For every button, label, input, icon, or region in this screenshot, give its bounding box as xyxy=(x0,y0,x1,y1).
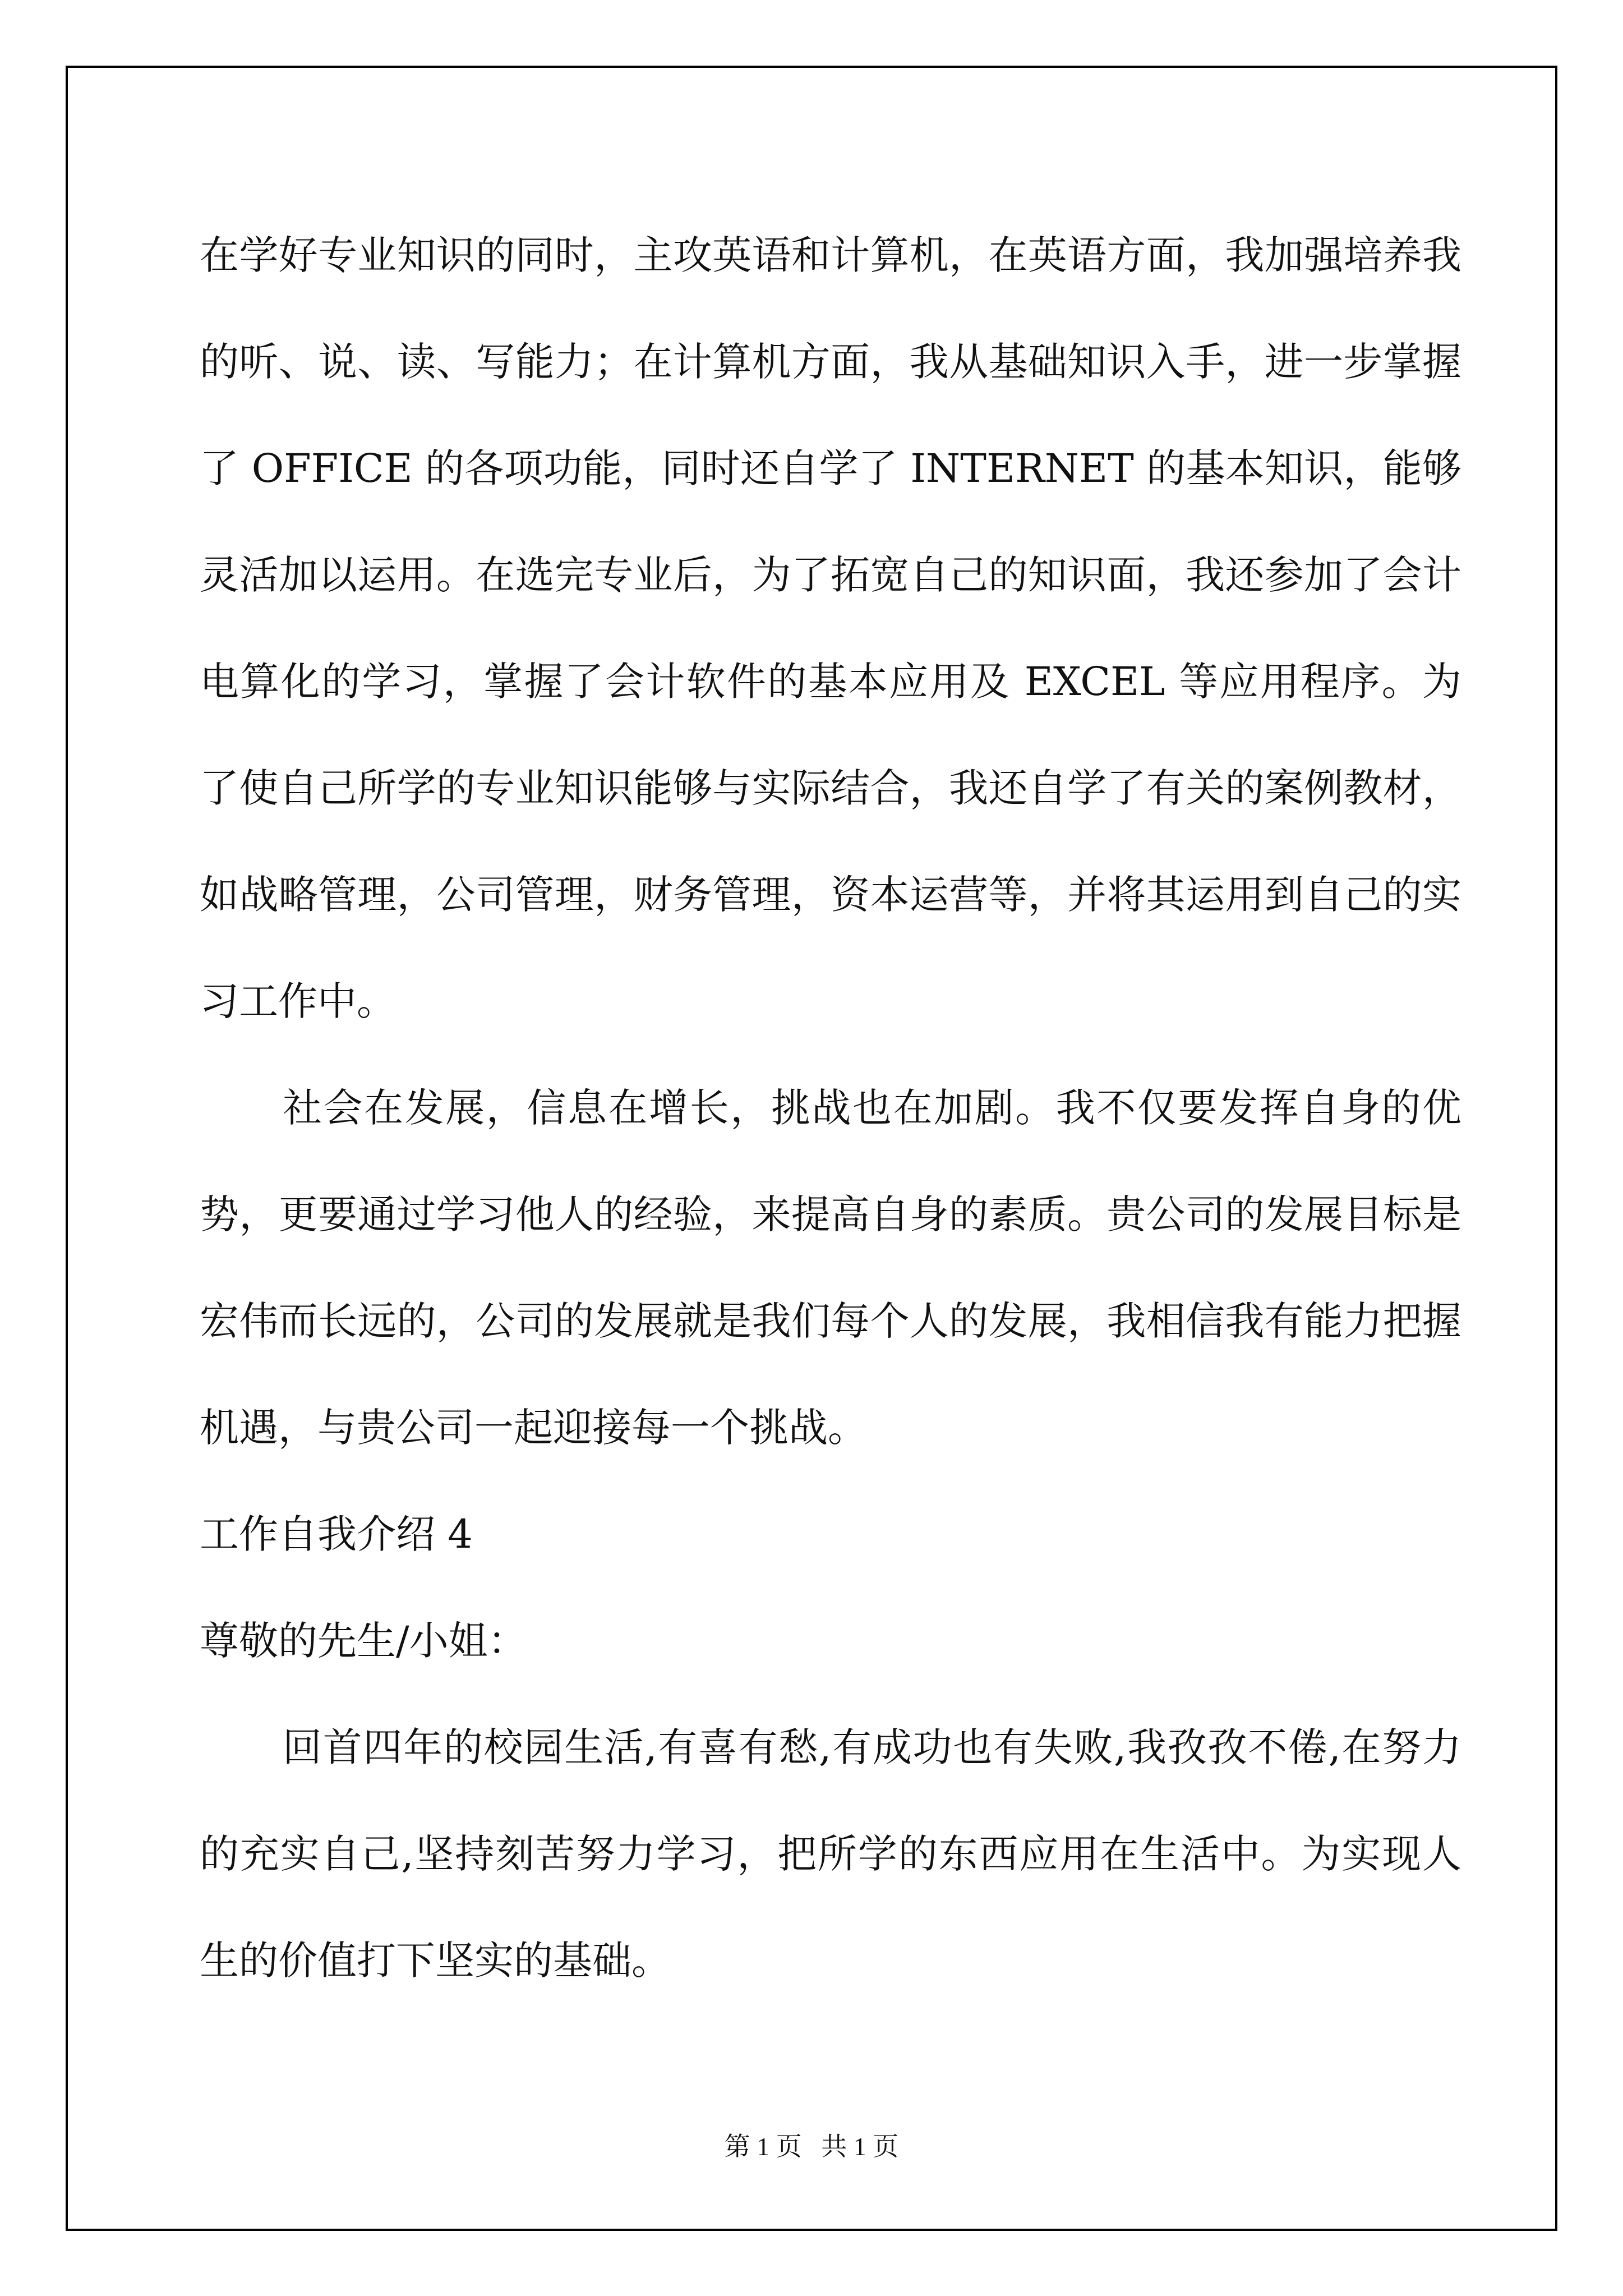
document-body xyxy=(200,202,1461,2014)
page-footer: 第 1 页 共 1 页 xyxy=(724,2132,899,2161)
section-heading: 工作自我介绍 4 xyxy=(200,1511,473,1557)
salutation: 尊敬的先生/小姐： xyxy=(200,1618,527,1664)
paragraph-campus: 回首四年的校园生活,有喜有愁,有成功也有失败,我孜孜不倦,在努力的充实自己,坚持刻苦努力学习，把所学的东西应用在生活中。为实现人生的价值打下坚实的基础。 xyxy=(200,1724,1461,1984)
paragraph-study: 在学好专业知识的同时，主攻英语和计算机，在英语方面，我加强培养我的听、说、读、写能力；在计算机方面，我从基础知识入手，进一步掌握了 OFFICE 的各项功能，同时还自学了 INTERNET 的基本知识，能够灵活加以运用。在选完专业后，为了拓宽自己的知识面，我还参加了会计电算化的学习，掌握了会计软件的基本应用及 EXCEL 等应用程序。为了使自己所学的专业知识能够与实际结合，我还自学了有关的案例教材，如战略管理，公司管理，财务管理，资本运营等，并将其运用到自己的实习工作中。 xyxy=(200,232,1461,1024)
paragraph-society: 社会在发展，信息在增长，挑战也在加剧。我不仅要发挥自身的优势，更要通过学习他人的经验，来提高自身的素质。贵公司的发展目标是宏伟而长远的，公司的发展就是我们每个人的发展，我相信我有能力把握机遇，与贵公司一起迎接每一个挑战。 xyxy=(200,1085,1461,1451)
